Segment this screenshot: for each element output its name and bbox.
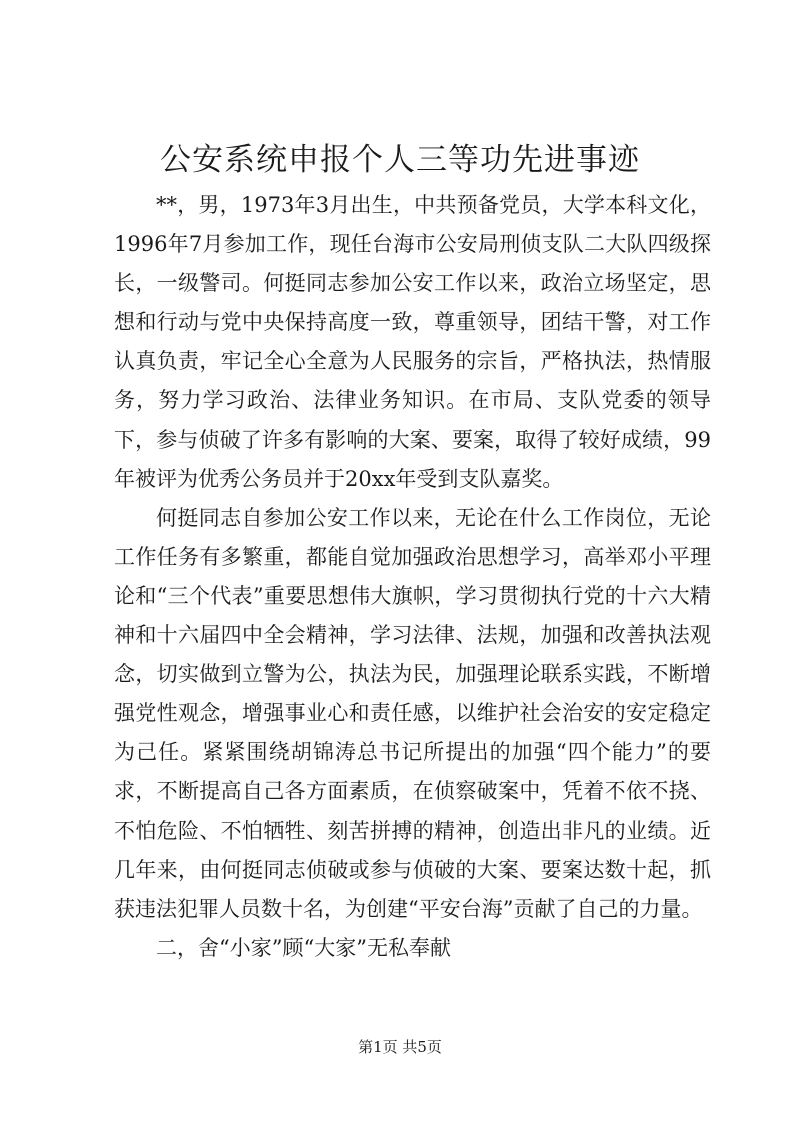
section-heading-2: 二，舍“小家”顾“大家”无私奉献 [156, 935, 451, 960]
document-body [114, 186, 711, 968]
paragraph-deeds: 何挺同志自参加公安工作以来，无论在什么工作岗位，无论工作任务有多繁重，都能自觉加强政治思想学习，高举邓小平理论和“三个代表”重要思想伟大旗帜，学习贯彻执行党的十六大精神和十六届四中全会精神，学习法律、法规，加强和改善执法观念，切实做到立警为公，执法为民，加强理论联系实践，不断增强党性观念，增强事业心和责任感，以维护社会治安的安定稳定为己任。紧紧围绕胡锦涛总书记所提出的加强“四个能力”的要求，不断提高自己各方面素质，在侦察破案中，凭着不依不挠、不怕危险、不怕牺牲、刻苦拼搏的精神，创造出非凡的业绩。近几年来，由何挺同志侦破或参与侦破的大案、要案达数十起，抓获违法犯罪人员数十名，为创建“平安台海”贡献了自己的力量。 [114, 505, 711, 921]
page-number: 第1页 共5页 [358, 1038, 442, 1056]
paragraph-intro: **，男，1973年3月出生，中共预备党员，大学本科文化，1996年7月参加工作，现任台海市公安局刑侦支队二大队四级探长，一级警司。何挺同志参加公安工作以来，政治立场坚定，思想和行动与党中央保持高度一致，尊重领导，团结干警，对工作认真负责，牢记全心全意为人民服务的宗旨，严格执法，热情服务，努力学习政治、法律业务知识。在市局、支队党委的领导下，参与侦破了许多有影响的大案、要案，取得了较好成绩，99年被评为优秀公务员并于20xx年受到支队嘉奖。 [114, 193, 711, 491]
document-title: 公安系统申报个人三等功先进事迹 [160, 142, 640, 178]
